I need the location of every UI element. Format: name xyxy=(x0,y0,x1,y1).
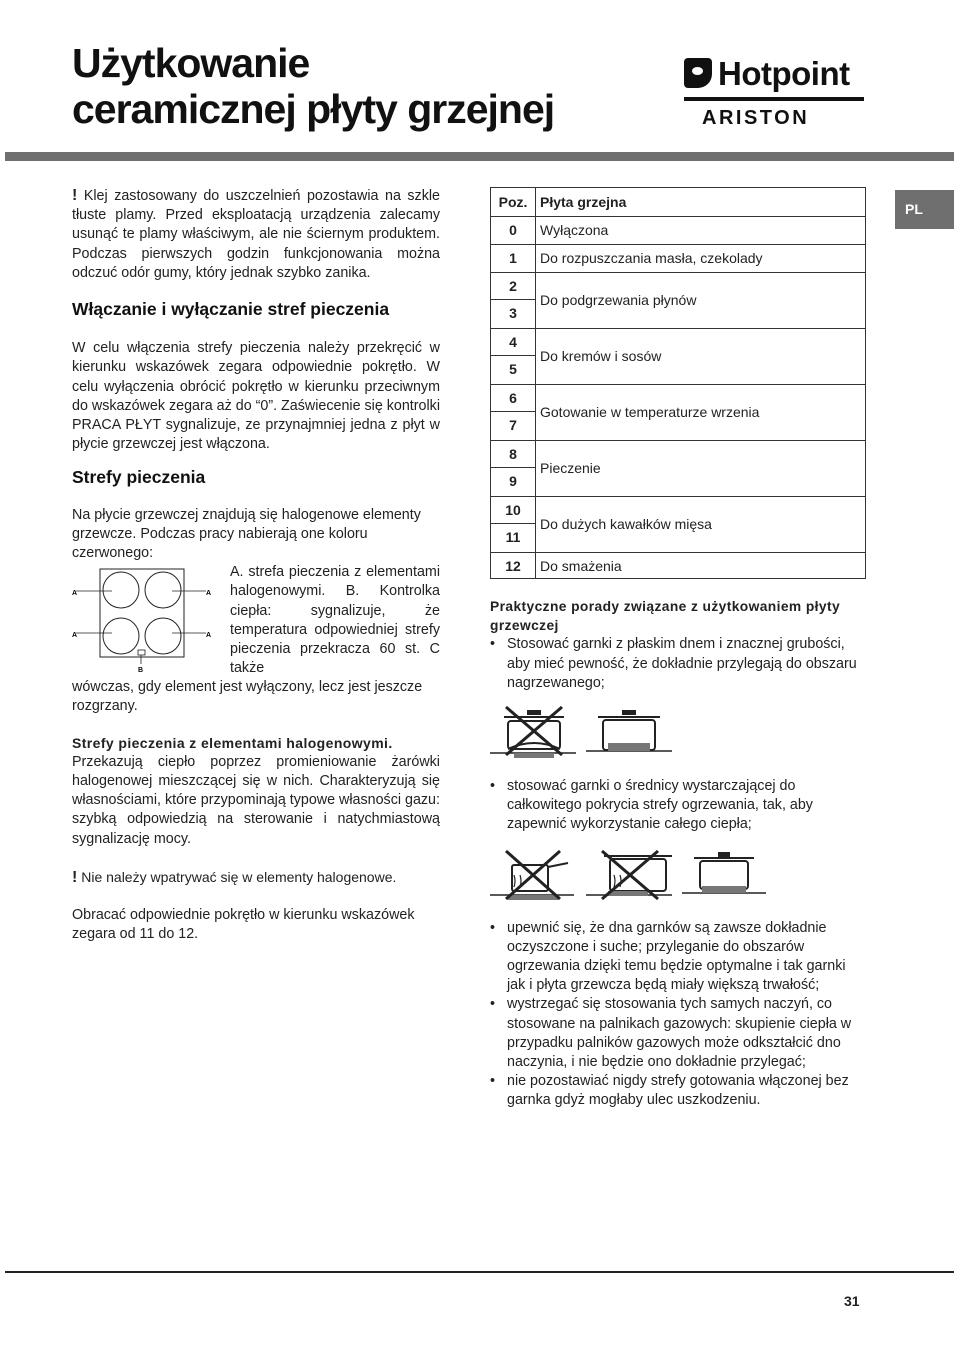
tips-heading: Praktyczne porady związane z użytkowaniem płyty grzewczej xyxy=(490,599,841,634)
table-cell-poz: 0 xyxy=(491,217,536,244)
table-row xyxy=(491,328,865,384)
diagram-legend: A. strefa pieczenia z elementami halogenowymi. B. Kontrolka ciepła: sygnalizuje, że temperatura odpowiedniej strefy pieczenia przekracza 60 st. C także xyxy=(230,564,440,677)
page-title xyxy=(72,40,554,132)
page-title-line1: Użytkowanie xyxy=(72,40,310,86)
table-row xyxy=(491,496,865,552)
tip-bullet-3: • upewnić się, że dna garnków są zawsze dokładnie oczyszczone i suche; przyleganie do obszarów ogrzewania dzięki temu będzie optymalne i tak garnki jak i płyta grzewcza będą miały większą trwałość; xyxy=(490,919,866,996)
diagram-label-a-2: A xyxy=(206,590,212,598)
diagram-label-b: B xyxy=(138,667,144,675)
tip-bullet-2: • stosować garnki o średnicy wystarczającej do całkowitego pokrycia strefy ogrzewania, tak, aby zapewnić wykorzystanie całego ciepła; xyxy=(490,777,866,835)
diagram-label-a-3: A xyxy=(72,632,78,640)
table-cell-poz: 8 xyxy=(491,441,535,468)
intro-paragraph xyxy=(72,186,440,283)
table-cell-poz: 4 xyxy=(491,329,535,356)
table-cell-desc: Do dużych kawałków mięsa xyxy=(540,516,712,532)
table-header-row xyxy=(491,188,865,216)
pots-illustration-1 xyxy=(490,693,866,777)
heading-zones: Strefy pieczenia xyxy=(72,467,206,488)
diagram-legend-continuation: wówczas, gdy element jest wyłączony, lecz jest jeszcze rozgrzany. xyxy=(72,679,423,715)
left-column xyxy=(72,186,440,944)
warning-mark: ! xyxy=(72,187,78,204)
power-level-table xyxy=(490,187,866,579)
table-row xyxy=(491,216,865,244)
logo-divider xyxy=(684,97,864,101)
table-cell-desc: Gotowanie w temperaturze wrzenia xyxy=(540,404,760,420)
table-cell-poz: 5 xyxy=(509,361,517,377)
tip-bullet-1: • Stosować garnki z płaskim dnem i znacznej grubości, aby mieć pewność, że dokładnie przylegają do obszaru nagrzewanego; xyxy=(490,635,866,693)
table-cell-poz: 2 xyxy=(491,273,535,300)
page-title-line2: ceramicznej płyty grzejnej xyxy=(72,86,555,132)
logo-sub: ARISTON xyxy=(702,107,810,129)
language-tab: PL xyxy=(895,190,954,229)
table-row xyxy=(491,440,865,496)
table-cell-poz: 12 xyxy=(491,553,536,579)
table-cell-poz-pair xyxy=(491,441,536,496)
table-row xyxy=(491,552,865,578)
right-column xyxy=(490,597,866,1111)
page-number: 31 xyxy=(844,1293,860,1309)
pot-flat-bottom-icon xyxy=(490,693,690,777)
table-cell-desc: Do kremów i sosów xyxy=(540,348,662,364)
table-cell-poz: 1 xyxy=(491,245,536,272)
pots-illustration-2 xyxy=(490,835,866,919)
halogen-paragraph: Przekazują ciepło poprzez promieniowanie żarówki halogenowej mieszczącej się w nich. Charakteryzują się własnościami, które przypominają typowe własności gazu: szybką odpowiedzią na sterowanie i natychmiastową sygnalizację mocy. xyxy=(72,753,440,847)
warning-mark-2: ! xyxy=(72,868,78,886)
table-cell-desc: Pieczenie xyxy=(540,460,601,476)
table-cell-poz: 10 xyxy=(491,497,535,524)
diagram-label-a-4: A xyxy=(206,632,212,640)
heading-onoff: Włączanie i wyłączanie stref pieczenia xyxy=(72,299,390,320)
table-row xyxy=(491,272,865,328)
table-cell-poz-pair xyxy=(491,329,536,384)
halogen-warning xyxy=(72,868,440,887)
table-cell-desc: Do smażenia xyxy=(540,558,622,574)
table-cell-desc: Wyłączona xyxy=(540,222,609,238)
table-cell-poz-pair xyxy=(491,273,536,328)
diagram-label-a-1: A xyxy=(72,590,78,598)
table-cell-poz: 9 xyxy=(509,473,517,489)
table-cell-poz: 6 xyxy=(491,385,535,412)
logo-brand: Hotpoint xyxy=(718,55,850,92)
pot-size-icon xyxy=(490,835,770,919)
table-header-poz: Poz. xyxy=(491,188,536,216)
footer-divider xyxy=(5,1271,954,1273)
table-cell-poz: 3 xyxy=(509,305,517,321)
zones-intro: Na płycie grzewczej znajdują się halogenowe elementy grzewcze. Podczas pracy nabierają one koloru czerwonego: xyxy=(72,506,421,562)
header-divider xyxy=(5,152,954,161)
halogen-warning-text: Nie należy wpatrywać się w elementy halogenowe. xyxy=(81,868,397,885)
cooktop-diagram xyxy=(72,565,222,677)
hotpoint-logo-icon xyxy=(684,58,712,88)
zones-diagram-block xyxy=(72,563,440,678)
turn-knob-text: Obracać odpowiednie pokrętło w kierunku wskazówek zegara od 11 do 12. xyxy=(72,907,415,943)
table-header-desc: Płyta grzejna xyxy=(540,194,627,210)
table-cell-desc: Do podgrzewania płynów xyxy=(540,292,697,308)
table-row xyxy=(491,384,865,440)
table-cell-poz-pair xyxy=(491,497,536,552)
table-cell-poz-pair xyxy=(491,385,536,440)
table-row xyxy=(491,244,865,272)
intro-text: Klej zastosowany do uszczelnień pozostawia na szkle tłuste plamy. Przed eksploatacją urządzenia zalecamy usunąć te plamy właściwym, ale nie ściernym produktem. Podczas pierwszych godzin funkcjonowania można odczuć odór gumy, który jednak szybko zanika. xyxy=(72,188,440,281)
table-cell-desc: Do rozpuszczania masła, czekolady xyxy=(540,250,763,266)
tip-bullet-4: • wystrzegać się stosowania tych samych naczyń, co stosowane na palnikach gazowych: skupienie ciepła w przypadku palników gazowych może odkształcić dno naczynia, i nie będzie ono dokładnie przylegać; xyxy=(490,995,866,1072)
table-cell-poz: 7 xyxy=(509,417,517,433)
halogen-title: Strefy pieczenia z elementami halogenowymi. xyxy=(72,734,393,751)
table-cell-poz: 11 xyxy=(505,529,521,545)
hotpoint-ariston-logo xyxy=(682,54,866,130)
onoff-paragraph: W celu włączenia strefy pieczenia należy przekręcić w kierunku wskazówek zegara odpowiednie pokrętło. W celu wyłączenia obrócić pokrętło w kierunku przeciwnym do wskazówek zegara aż do “0”. Zaświecenie się kontrolki PRACA PŁYT sygnalizuje, ze przynajmniej jedna z płyt w płycie grzewczej jest włączona. xyxy=(72,340,440,453)
tip-bullet-5: • nie pozostawiać nigdy strefy gotowania włączonej bez garnka gdyż mogłaby ulec uszkodzeniu. xyxy=(490,1072,866,1110)
